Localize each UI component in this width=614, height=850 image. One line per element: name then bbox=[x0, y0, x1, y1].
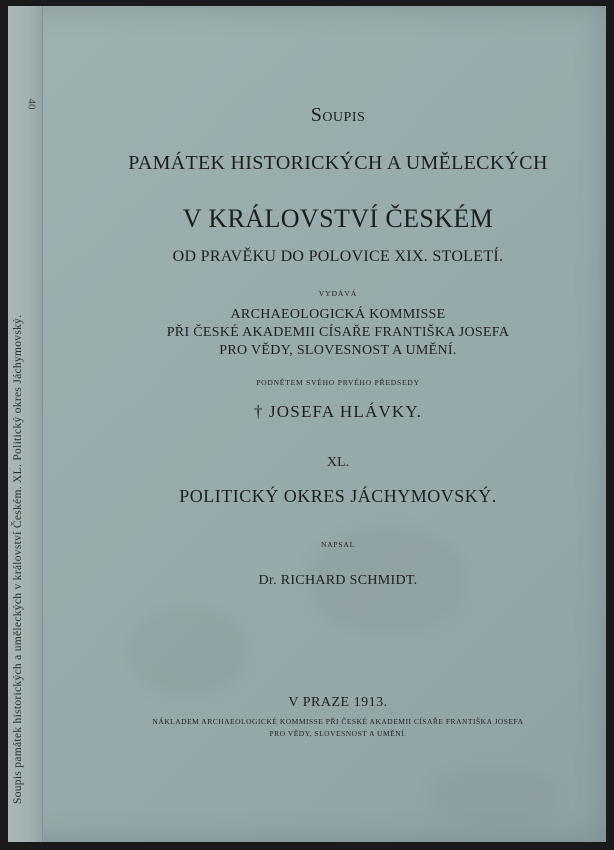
cover-title-period: OD PRAVĚKU DO POLOVICE XIX. STOLETÍ. bbox=[172, 248, 504, 265]
spine-title: Soupis památek historických a uměleckých v království Českém. XL. Politický okres Jáchymovský. bbox=[12, 314, 24, 804]
cover-stain bbox=[428, 766, 558, 826]
imprint-line-1: NÁKLADEM ARCHAEOLOGICKÉ KOMMISSE PŘI ČESKÉ AKADEMII CÍSAŘE FRANTIŠKA JOSEFA bbox=[152, 717, 524, 726]
imprint-line-2: PRO VĚDY, SLOVESNOST A UMĚNÍ. bbox=[269, 729, 407, 738]
cover-stain bbox=[128, 606, 248, 696]
initiative-label: PODNĚTEM SVÉHO PRVÉHO PŘEDSEDY bbox=[256, 378, 420, 387]
founder-name: † JOSEFA HLÁVKY. bbox=[253, 402, 423, 421]
place-year: V PRAZE 1913. bbox=[288, 695, 388, 710]
publisher-label: VYDÁVÁ bbox=[318, 289, 358, 298]
cover-title-soupis: Soupis bbox=[310, 104, 366, 126]
spine-number: 40 bbox=[25, 98, 38, 110]
publisher-line-2: PŘI ČESKÉ AKADEMII CÍSAŘE FRANTIŠKA JOSEFA bbox=[166, 325, 510, 340]
volume-number: XL. bbox=[326, 455, 350, 470]
cover-title-pamatek: PAMÁTEK HISTORICKÝCH A UMĚLECKÝCH bbox=[128, 152, 548, 174]
author-name: Dr. RICHARD SCHMIDT. bbox=[258, 573, 418, 588]
publisher-line-1: ARCHAEOLOGICKÁ KOMMISSE bbox=[230, 307, 446, 322]
publisher-line-3: PRO VĚDY, SLOVESNOST A UMĚNÍ. bbox=[219, 343, 457, 358]
volume-subtitle: POLITICKÝ OKRES JÁCHYMOVSKÝ. bbox=[179, 486, 497, 506]
book-cover bbox=[8, 6, 606, 842]
author-label: NAPSAL bbox=[321, 540, 355, 549]
cover-title-kralovstvi: V KRÁLOVSTVÍ ČESKÉM bbox=[182, 204, 494, 233]
